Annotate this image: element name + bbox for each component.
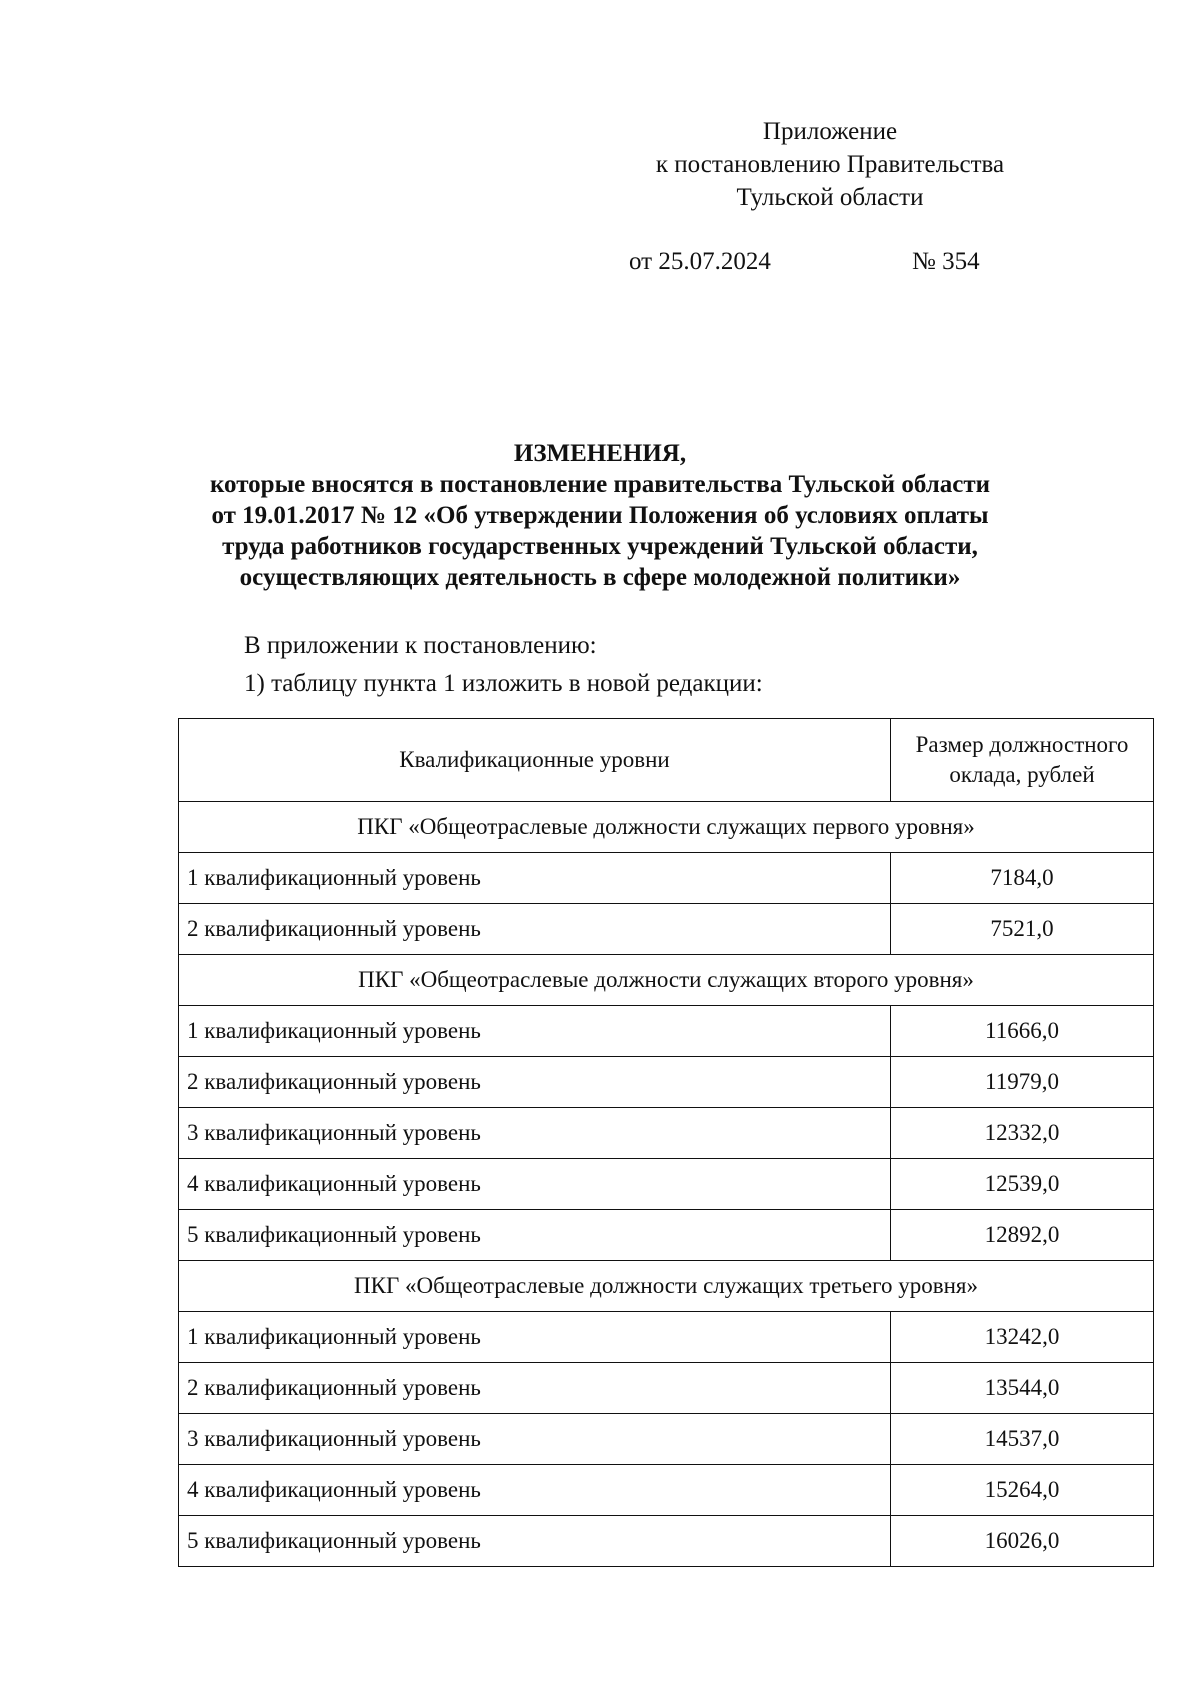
salary-cell: 13544,0 (891, 1363, 1154, 1414)
salary-cell: 14537,0 (891, 1414, 1154, 1465)
level-cell: 2 квалификационный уровень (179, 904, 891, 955)
group-header-row (179, 1261, 1154, 1312)
level-cell: 1 квалификационный уровень (179, 1312, 891, 1363)
group-title: ПКГ «Общеотраслевые должности служащих первого уровня» (179, 802, 1154, 853)
group-header-row (179, 955, 1154, 1006)
title-line: труда работников государственных учреждений Тульской области, (222, 533, 978, 560)
title-line: которые вносятся в постановление правительства Тульской области (209, 471, 991, 498)
appendix-line: Приложение (762, 118, 898, 145)
table-row (179, 1516, 1154, 1567)
salary-cell: 7521,0 (891, 904, 1154, 955)
table-row (179, 1057, 1154, 1108)
table-row (179, 1006, 1154, 1057)
salary-cell: 11979,0 (891, 1057, 1154, 1108)
level-cell: 4 квалификационный уровень (179, 1465, 891, 1516)
salary-cell: 12539,0 (891, 1159, 1154, 1210)
level-cell: 3 квалификационный уровень (179, 1414, 891, 1465)
document-title (150, 438, 1050, 593)
table-row (179, 853, 1154, 904)
table-header-row (179, 719, 1154, 802)
title-line: осуществляющих деятельность в сфере молодежной политики» (239, 564, 961, 591)
table-row (179, 1363, 1154, 1414)
appendix-block (620, 115, 1040, 214)
salary-cell: 12892,0 (891, 1210, 1154, 1261)
level-cell: 1 квалификационный уровень (179, 853, 891, 904)
appendix-line: к постановлению Правительства (655, 151, 1005, 178)
column-header-levels: Квалификационные уровни (179, 719, 891, 802)
appendix-line: Тульской области (736, 184, 924, 211)
title-line: ИЗМЕНЕНИЯ, (513, 440, 687, 467)
group-title: ПКГ «Общеотраслевые должности служащих третьего уровня» (179, 1261, 1154, 1312)
column-header-salary (891, 719, 1154, 802)
resolution-number: № 354 (912, 248, 980, 275)
level-cell: 5 квалификационный уровень (179, 1210, 891, 1261)
group-header-row (179, 802, 1154, 853)
column-header-line: оклада, рублей (949, 762, 1095, 787)
table-row (179, 1414, 1154, 1465)
level-cell: 4 квалификационный уровень (179, 1159, 891, 1210)
salary-cell: 12332,0 (891, 1108, 1154, 1159)
salary-cell: 7184,0 (891, 853, 1154, 904)
table-row (179, 904, 1154, 955)
salary-cell: 11666,0 (891, 1006, 1154, 1057)
body-paragraph: 1) таблицу пункта 1 изложить в новой редакции: (244, 670, 763, 697)
title-line: от 19.01.2017 № 12 «Об утверждении Положения об условиях оплаты (211, 502, 989, 529)
salary-table (178, 718, 1154, 1567)
table-row (179, 1210, 1154, 1261)
salary-cell: 15264,0 (891, 1465, 1154, 1516)
group-title: ПКГ «Общеотраслевые должности служащих второго уровня» (179, 955, 1154, 1006)
level-cell: 5 квалификационный уровень (179, 1516, 891, 1567)
body-paragraph: В приложении к постановлению: (244, 632, 597, 659)
level-cell: 1 квалификационный уровень (179, 1006, 891, 1057)
salary-cell: 13242,0 (891, 1312, 1154, 1363)
table-row (179, 1108, 1154, 1159)
table-row (179, 1312, 1154, 1363)
level-cell: 2 квалификационный уровень (179, 1057, 891, 1108)
column-header-line: Размер должностного (915, 732, 1129, 757)
level-cell: 2 квалификационный уровень (179, 1363, 891, 1414)
table-row (179, 1465, 1154, 1516)
salary-cell: 16026,0 (891, 1516, 1154, 1567)
level-cell: 3 квалификационный уровень (179, 1108, 891, 1159)
resolution-date: от 25.07.2024 (629, 248, 771, 275)
table-row (179, 1159, 1154, 1210)
